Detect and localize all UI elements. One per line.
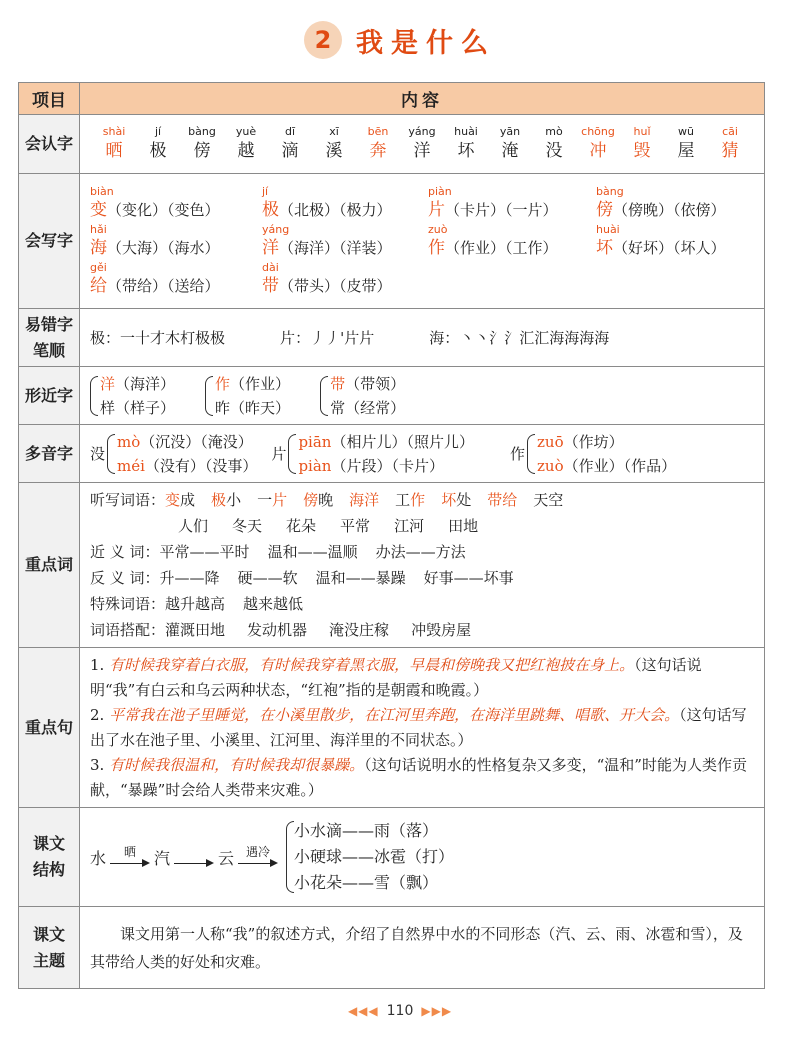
reading-line xyxy=(117,454,257,478)
pinyin: gěi xyxy=(90,261,107,274)
example-words: （昨天） xyxy=(230,398,291,417)
lesson-title: 我是什么 xyxy=(356,27,496,59)
polyphonic-lines xyxy=(537,430,676,478)
example-words: （大海）（海水） xyxy=(107,239,220,257)
word-highlight: 海洋 xyxy=(349,491,380,509)
character: 带 xyxy=(262,276,279,296)
example-words: （相片儿）（照片儿） xyxy=(331,432,474,451)
write-item xyxy=(428,223,596,259)
sentence-number: 2. xyxy=(90,705,110,724)
write-item xyxy=(262,185,428,221)
pinyin: huǐ xyxy=(633,125,651,138)
brace xyxy=(286,821,294,893)
antonym-pair: 好事——坏事 xyxy=(423,569,514,587)
recognize-item xyxy=(444,125,488,163)
label-strokes-1: 易错字 xyxy=(24,314,73,334)
character: 昨 xyxy=(215,398,231,417)
antonym-pair: 升——降 xyxy=(159,569,220,587)
arrow-sun-label: 晒 xyxy=(124,845,137,859)
pinyin: piàn xyxy=(298,456,332,475)
pinyin: yuè xyxy=(235,125,257,138)
label-theme xyxy=(19,907,80,989)
reading-line xyxy=(298,454,474,478)
listen-word: 江河 xyxy=(394,517,425,535)
structure-branches xyxy=(294,818,454,896)
pinyin: bàng xyxy=(188,125,216,138)
pinyin: yáng xyxy=(408,125,436,138)
word-part: 晚 xyxy=(318,491,334,509)
write-item xyxy=(90,261,262,297)
listen-word: 冬天 xyxy=(232,517,263,535)
character: 猜 xyxy=(721,141,739,161)
node-vapor: 汽 xyxy=(154,848,171,868)
prev-arrows-icon: ◀◀◀ xyxy=(347,1004,379,1018)
pinyin: cāi xyxy=(722,125,738,138)
page-footer xyxy=(0,1003,800,1019)
recognize-item xyxy=(268,125,312,163)
reading-line xyxy=(537,430,676,454)
synonym-line: 近 义 词：平常——平时 温和——温顺 办法——方法 xyxy=(90,543,466,561)
recognize-item xyxy=(576,125,620,163)
antonym-pair: 硬——软 xyxy=(237,569,298,587)
example-words: （作业）（作品） xyxy=(563,456,677,475)
similar-line xyxy=(215,372,290,396)
pinyin: hǎi xyxy=(90,223,107,236)
brace xyxy=(205,376,213,416)
similar-line xyxy=(100,372,175,396)
character: 奔 xyxy=(369,141,387,161)
sentence-quote: 平常我在池子里睡觉，在小溪里散步，在江河里奔跑，在海洋里跳舞、唱歌、开大会。 xyxy=(109,705,680,724)
listen-word: 田地 xyxy=(448,517,479,535)
example-words: （变化）（变色） xyxy=(107,201,220,219)
sentence-note: （这句话说明水的性格复杂又多变，“温和”时能为人类作贡献，“暴躁”时会给人类带来灾难。） xyxy=(90,755,747,799)
character: 坏 xyxy=(596,238,613,258)
collocation: 发动机器 xyxy=(247,621,308,639)
table-header xyxy=(19,83,765,115)
pinyin: mò xyxy=(117,432,141,451)
page-number: 110 xyxy=(386,1003,414,1019)
word-highlight: 极 xyxy=(211,491,227,509)
recognize-item xyxy=(620,125,664,163)
recognize-item xyxy=(400,125,444,163)
strokes-list xyxy=(90,313,754,362)
arrow-cold xyxy=(238,845,278,869)
pinyin: wū xyxy=(678,125,694,138)
recognize-item xyxy=(92,125,136,163)
collocation-line: 词语搭配：灌溉田地 发动机器 淹没庄稼 冲毁房屋 xyxy=(90,621,472,639)
reading-line xyxy=(298,430,474,454)
header-item: 项目 xyxy=(19,83,80,115)
pinyin: mò xyxy=(545,125,563,138)
example-words: （海洋） xyxy=(115,374,176,393)
similar-lines xyxy=(100,372,175,420)
word-highlight: 傍 xyxy=(303,491,319,509)
word-part: 小 xyxy=(226,491,242,509)
write-item xyxy=(262,261,428,297)
row-similar xyxy=(19,367,765,425)
character: 没 xyxy=(90,445,106,463)
label-strokes-2: 笔顺 xyxy=(32,340,65,360)
antonym-line: 反 义 词：升——降 硬——软 温和——暴躁 好事——坏事 xyxy=(90,569,514,587)
theme-text: 课文用第一人称“我”的叙述方式，介绍了自然界中水的不同形态（汽、云、雨、冰雹和雪），及其带给人类的好处和灾难。 xyxy=(90,924,743,971)
header-content: 内容 xyxy=(80,83,765,115)
special-line: 特殊词语：越升越高 越来越低 xyxy=(90,595,304,613)
word-highlight: 变 xyxy=(165,491,181,509)
listen-line-1: 听写词语：变成 极小 一片 傍晚 海洋 工作 坏处 带给 天空 xyxy=(90,491,564,509)
example-words: （带领） xyxy=(345,374,406,393)
row-polyphonic xyxy=(19,425,765,483)
character: 极 xyxy=(262,200,279,220)
similar-line xyxy=(215,396,290,420)
sentence-number: 3. xyxy=(90,755,110,774)
character: 片 xyxy=(271,445,287,463)
character: 屋 xyxy=(677,141,695,161)
label-sentences: 重点句 xyxy=(19,648,80,808)
brace xyxy=(288,434,296,474)
word-part: 一 xyxy=(257,491,273,509)
special-word: 越来越低 xyxy=(243,595,304,613)
pinyin: xī xyxy=(329,125,339,138)
write-line xyxy=(596,199,754,221)
row-strokes xyxy=(19,309,765,367)
character: 毁 xyxy=(633,141,651,161)
label-theme-2: 主题 xyxy=(32,950,65,970)
word-part: 工 xyxy=(395,491,411,509)
recognize-item xyxy=(356,125,400,163)
listen-word xyxy=(303,491,333,509)
colon: ： xyxy=(105,329,121,347)
example-words: （作业）（工作） xyxy=(445,239,558,257)
example-words: （样子） xyxy=(115,398,176,417)
synonym-pair: 温和——温顺 xyxy=(267,543,358,561)
pinyin: yáng xyxy=(262,223,290,236)
sentence-quote: 有时候我穿着白衣服，有时候我穿着黑衣服，早晨和傍晚我又把红袍披在身上。 xyxy=(109,655,635,674)
label-polyphonic: 多音字 xyxy=(19,425,80,483)
word-highlight: 片 xyxy=(272,491,288,509)
example-words: （沉没）（淹没） xyxy=(140,432,253,451)
label-similar: 形近字 xyxy=(19,367,80,425)
character: 样 xyxy=(100,398,116,417)
similar-line xyxy=(100,396,175,420)
character: 溪 xyxy=(325,141,343,161)
character: 作 xyxy=(509,445,525,463)
write-line xyxy=(90,237,262,259)
character: 给 xyxy=(90,276,107,296)
pinyin: piàn xyxy=(428,185,452,198)
write-line xyxy=(262,199,428,221)
listen-word xyxy=(533,491,563,509)
arrow-cold-label: 遇冷 xyxy=(246,845,271,859)
label-structure-2: 结构 xyxy=(32,860,65,879)
example-words: （傍晚）（依傍） xyxy=(613,201,726,219)
polyphonic-group xyxy=(510,430,676,478)
character: 晒 xyxy=(105,141,123,161)
arrow-plain xyxy=(174,845,214,869)
write-line xyxy=(90,199,262,221)
write-item xyxy=(90,223,262,259)
similar-line xyxy=(330,372,405,396)
pinyin: bàng xyxy=(596,185,624,198)
sentence-note: （这句话说明“我”有白云和乌云两种状态，“红袍”指的是朝霞和晚霞。） xyxy=(90,655,702,699)
example-words: （带头）（皮带） xyxy=(279,277,392,295)
word-highlight: 作 xyxy=(410,491,426,509)
example-words: （作业） xyxy=(230,374,291,393)
node-cloud: 云 xyxy=(218,848,235,868)
character: 海 xyxy=(90,238,107,258)
word-highlight: 坏 xyxy=(441,491,457,509)
collocation: 淹没庄稼 xyxy=(329,621,390,639)
example-words: （作坊） xyxy=(563,432,624,451)
structure-diagram xyxy=(90,812,754,902)
pinyin: zuò xyxy=(428,223,448,236)
similar-group xyxy=(90,372,175,420)
polyphonic-group xyxy=(271,430,474,478)
write-line xyxy=(90,275,262,297)
write-item xyxy=(262,223,428,259)
character: 越 xyxy=(237,141,255,161)
character: 洋 xyxy=(413,141,431,161)
listen-word xyxy=(441,491,471,509)
label-recognize: 会认字 xyxy=(19,115,80,174)
character: 滴 xyxy=(281,141,299,161)
brace xyxy=(320,376,328,416)
write-item xyxy=(596,223,754,259)
similar-group xyxy=(205,372,290,420)
example-words: （好坏）（坏人） xyxy=(613,239,726,257)
pinyin: biàn xyxy=(90,185,114,198)
example-words: （卡片）（一片） xyxy=(445,201,558,219)
key-sentence xyxy=(90,653,754,703)
character: 常 xyxy=(330,398,346,417)
sentence-list xyxy=(80,648,765,808)
pinyin: jí xyxy=(154,125,162,138)
example-words: （没有）（没事） xyxy=(144,456,258,475)
row-write xyxy=(19,174,765,309)
character: 极 xyxy=(90,329,106,347)
similar-list xyxy=(90,372,754,420)
pinyin: dài xyxy=(262,261,279,274)
example-words: （经常） xyxy=(345,398,406,417)
listen-word xyxy=(165,491,195,509)
listen-word: 人们 xyxy=(178,517,209,535)
stroke-item xyxy=(429,327,609,348)
pinyin: yān xyxy=(499,125,521,138)
branch-line: 小水滴——雨（落） xyxy=(294,821,439,840)
pinyin: bēn xyxy=(367,125,389,138)
pinyin: zuò xyxy=(537,456,564,475)
label-keywords: 重点词 xyxy=(19,483,80,648)
row-structure xyxy=(19,808,765,907)
example-words: （带给）（送给） xyxy=(107,277,220,295)
branch-line: 小硬球——冰雹（打） xyxy=(294,847,455,866)
polyphonic-lines xyxy=(117,430,257,478)
reading-line xyxy=(117,430,257,454)
write-item xyxy=(90,185,262,221)
write-list xyxy=(90,185,754,297)
listen-word xyxy=(211,491,241,509)
collocation: 灌溉田地 xyxy=(165,621,226,639)
page-title xyxy=(0,20,800,60)
row-recognize xyxy=(19,115,765,174)
pinyin: dī xyxy=(284,125,296,138)
branch-line: 小花朵——雪（飘） xyxy=(294,873,439,892)
special-word: 越升越高 xyxy=(165,595,226,613)
character: 片 xyxy=(428,200,445,220)
similar-line xyxy=(330,396,405,420)
recognize-item xyxy=(180,125,224,163)
listen-line-2 xyxy=(90,513,754,539)
similar-group xyxy=(320,372,405,420)
polyphonic-lines xyxy=(298,430,474,478)
stroke-item xyxy=(90,327,225,348)
listen-word xyxy=(487,491,517,509)
character: 片 xyxy=(280,329,296,347)
colon: ： xyxy=(295,329,311,347)
brace xyxy=(90,376,98,416)
character: 坏 xyxy=(457,141,475,161)
label-structure xyxy=(19,808,80,907)
row-keywords xyxy=(19,483,765,648)
sentence-note: （这句话写出了水在池子里、小溪里、江河里、海洋里的不同状态。） xyxy=(90,705,747,749)
write-line xyxy=(262,237,428,259)
recognize-item xyxy=(136,125,180,163)
pinyin: chōng xyxy=(581,125,615,138)
sentence-quote: 有时候我很温和，有时候我却很暴躁。 xyxy=(109,755,365,774)
word-part: 成 xyxy=(180,491,196,509)
character: 冲 xyxy=(589,141,607,161)
brace xyxy=(107,434,115,474)
polyphonic-group xyxy=(90,430,257,478)
recognize-item xyxy=(312,125,356,163)
listen-word xyxy=(349,491,379,509)
label-theme-1: 课文 xyxy=(32,924,65,944)
character: 傍 xyxy=(193,141,211,161)
character: 变 xyxy=(90,200,107,220)
label-strokes xyxy=(19,309,80,367)
character: 作 xyxy=(428,238,445,258)
synonym-pair: 平常——平时 xyxy=(159,543,250,561)
word-part: 天空 xyxy=(533,491,564,509)
stroke-sequence: 一十才木朾极极 xyxy=(120,329,226,347)
character: 带 xyxy=(330,374,346,393)
character: 作 xyxy=(215,374,231,393)
node-water: 水 xyxy=(90,848,107,868)
sentence-number: 1. xyxy=(90,655,110,674)
listen-word xyxy=(257,491,287,509)
example-words: （海洋）（洋装） xyxy=(279,239,392,257)
next-arrows-icon: ▶▶▶ xyxy=(421,1004,453,1018)
write-item xyxy=(596,185,754,221)
pinyin: zuō xyxy=(537,432,564,451)
pinyin: huài xyxy=(596,223,620,236)
pinyin: jí xyxy=(262,185,269,198)
recognize-item xyxy=(488,125,532,163)
stroke-item xyxy=(280,327,374,348)
label-structure-1: 课文 xyxy=(32,834,65,853)
recognize-item xyxy=(224,125,268,163)
character: 淹 xyxy=(501,141,519,161)
colon: ： xyxy=(444,329,460,347)
synonym-pair: 办法——方法 xyxy=(375,543,466,561)
stroke-sequence: 丿丿'片片 xyxy=(310,329,375,347)
key-sentence xyxy=(90,753,754,803)
recognize-item xyxy=(532,125,576,163)
similar-lines xyxy=(215,372,290,420)
summary-table xyxy=(18,82,765,989)
character: 洋 xyxy=(262,238,279,258)
antonym-pair: 温和——暴躁 xyxy=(315,569,406,587)
row-sentences xyxy=(19,648,765,808)
recognize-list xyxy=(90,125,754,163)
character: 洋 xyxy=(100,374,116,393)
write-item xyxy=(428,185,596,221)
word-part: 处 xyxy=(456,491,472,509)
pinyin: huài xyxy=(454,125,478,138)
character: 极 xyxy=(149,141,167,161)
row-theme xyxy=(19,907,765,989)
listen-word xyxy=(395,491,425,509)
word-highlight: 带给 xyxy=(487,491,518,509)
character: 傍 xyxy=(596,200,613,220)
write-line xyxy=(262,275,428,297)
label-write: 会写字 xyxy=(19,174,80,309)
example-words: （北极）（极力） xyxy=(279,201,392,219)
pinyin: piān xyxy=(298,432,332,451)
key-sentence xyxy=(90,703,754,753)
write-line xyxy=(596,237,754,259)
polyphonic-list xyxy=(90,430,754,478)
stroke-sequence: 丶丶氵氵汇汇海海海海 xyxy=(459,329,610,347)
recognize-item xyxy=(708,125,752,163)
character: 没 xyxy=(545,141,563,161)
write-line xyxy=(428,199,596,221)
reading-line xyxy=(537,454,676,478)
pinyin: méi xyxy=(117,456,145,475)
listen-word: 花朵 xyxy=(286,517,317,535)
collocation: 冲毁房屋 xyxy=(411,621,472,639)
listen-word: 平常 xyxy=(340,517,371,535)
pinyin: shài xyxy=(102,125,126,138)
arrow-sun xyxy=(110,845,150,869)
write-line xyxy=(428,237,596,259)
lesson-number: 2 xyxy=(304,21,342,59)
example-words: （片段）（卡片） xyxy=(331,456,444,475)
brace xyxy=(527,434,535,474)
similar-lines xyxy=(330,372,405,420)
recognize-item xyxy=(664,125,708,163)
character: 海 xyxy=(429,329,445,347)
